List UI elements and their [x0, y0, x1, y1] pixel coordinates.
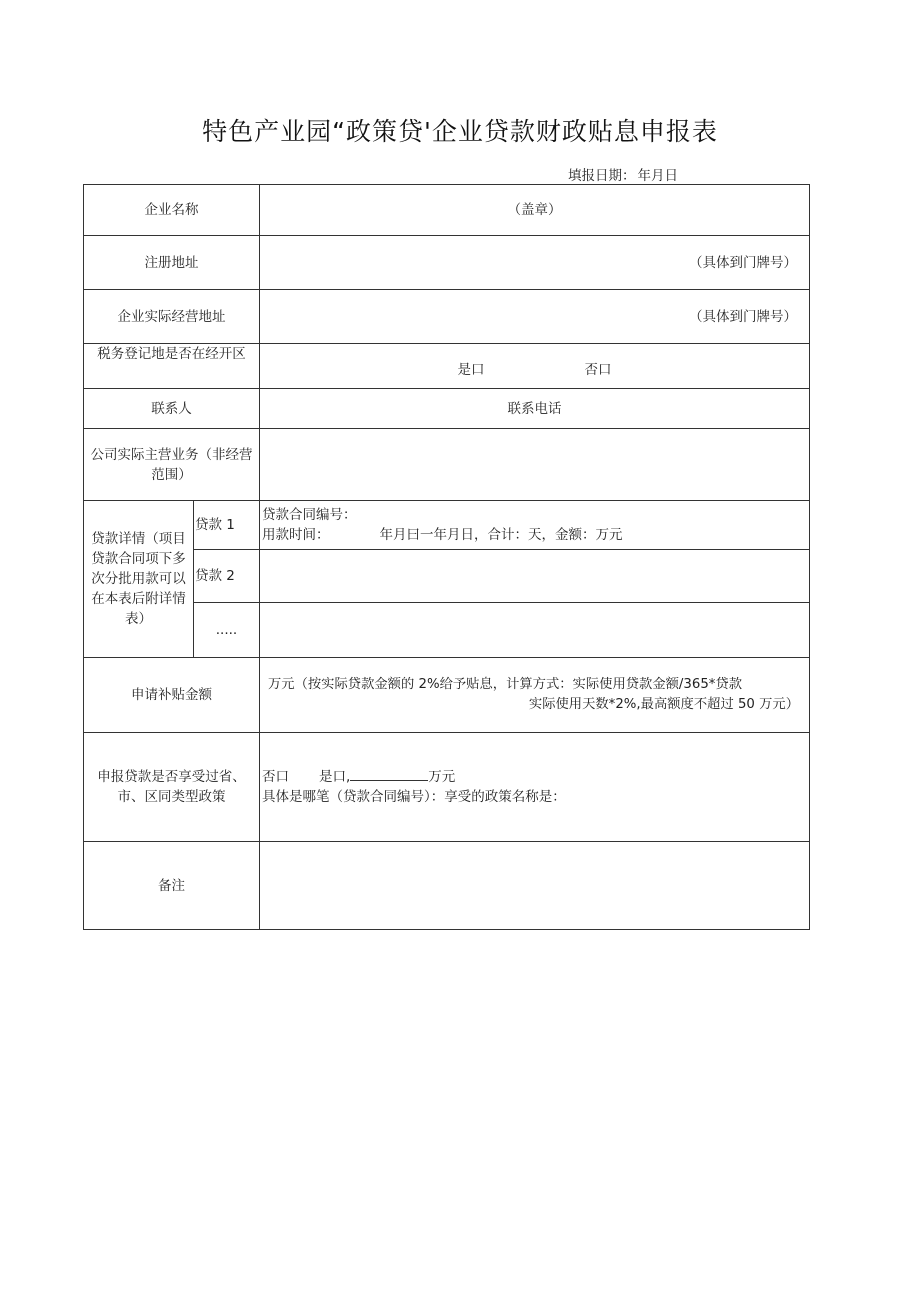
- row-other-policy: [84, 733, 810, 842]
- contract-no-label: 贷款合同编号：: [262, 507, 357, 523]
- subsidy-formula-line2: 实际使用天数*2%,最高额度不超过 50 万元）: [528, 697, 799, 712]
- tax-registration-label: 税务登记地是否在经开区: [84, 344, 260, 389]
- fill-date: [568, 164, 680, 184]
- subsidy-amount-field[interactable]: [260, 658, 810, 733]
- contact-field[interactable]: [260, 389, 810, 429]
- actual-address-label: 企业实际经营地址: [84, 290, 260, 344]
- loan-details-label: 贷款详情（项目贷款合同项下多次分批用款可以在本表后附详情表）: [84, 501, 194, 658]
- subsidy-formula-line1: 万元（按实际贷款金额的 2%给予贴息，计算方式：实际使用贷款金额/365*贷款: [268, 677, 743, 692]
- row-company-name: [84, 185, 810, 236]
- company-name-field[interactable]: [260, 185, 810, 236]
- policy-amount-blank[interactable]: [350, 767, 428, 781]
- loan1-label: 贷款 1: [194, 501, 260, 550]
- row-remarks: [84, 842, 810, 930]
- usage-time-label: 用款时间：: [262, 527, 330, 543]
- row-loan-1: [84, 501, 810, 550]
- tax-no-checkbox[interactable]: 否口: [584, 362, 612, 378]
- company-name-label: 企业名称: [84, 185, 260, 236]
- tax-yes-checkbox[interactable]: 是口: [457, 362, 485, 378]
- actual-address-field[interactable]: [260, 290, 810, 344]
- seal-note: （盖章）: [507, 202, 562, 218]
- actual-address-note: （具体到门牌号）: [689, 308, 797, 325]
- policy-amount-unit: 万元: [428, 769, 456, 785]
- registered-address-field[interactable]: [260, 236, 810, 290]
- row-registered-address: [84, 236, 810, 290]
- remarks-label: 备注: [84, 842, 260, 930]
- usage-time-line: [262, 525, 807, 545]
- policy-no-checkbox[interactable]: 否口: [262, 769, 289, 785]
- subsidy-amount-label: 申请补贴金额: [84, 658, 260, 733]
- loan-more-label: .....: [194, 603, 260, 658]
- loan2-label: 贷款 2: [194, 550, 260, 603]
- phone-label: 联系电话: [507, 400, 562, 417]
- row-main-business: [84, 429, 810, 501]
- registered-address-note: （具体到门牌号）: [689, 254, 797, 271]
- policy-yes-checkbox[interactable]: 是口,: [319, 769, 351, 785]
- usage-time-value: 年月曰一年月日，合计：天，金额：万元: [379, 527, 623, 543]
- form-title: 特色产业园“政策贷'企业贷款财政贴息申报表: [202, 117, 718, 146]
- row-subsidy-amount: [84, 658, 810, 733]
- main-business-label: 公司实际主营业务（非经营范围）: [84, 429, 260, 501]
- row-contact: [84, 389, 810, 429]
- loan-more-field[interactable]: [260, 603, 810, 658]
- registered-address-label: 注册地址: [84, 236, 260, 290]
- application-form-table: [83, 184, 810, 930]
- fill-date-label: 填报日期：: [568, 168, 636, 184]
- loan1-field[interactable]: [260, 501, 810, 550]
- loan2-field[interactable]: [260, 550, 810, 603]
- other-policy-options: [262, 767, 807, 787]
- main-business-field[interactable]: [260, 429, 810, 501]
- contact-label: 联系人: [84, 389, 260, 429]
- row-tax-registration: [84, 344, 810, 389]
- fill-date-value: 年月日: [637, 168, 678, 184]
- policy-detail-line: 具体是哪笔（贷款合同编号）：享受的政策名称是：: [262, 789, 566, 805]
- other-policy-label: 申报贷款是否享受过省、市、区同类型政策: [84, 733, 260, 842]
- remarks-field[interactable]: [260, 842, 810, 930]
- tax-registration-options: [260, 344, 810, 389]
- other-policy-field[interactable]: [260, 733, 810, 842]
- row-actual-address: [84, 290, 810, 344]
